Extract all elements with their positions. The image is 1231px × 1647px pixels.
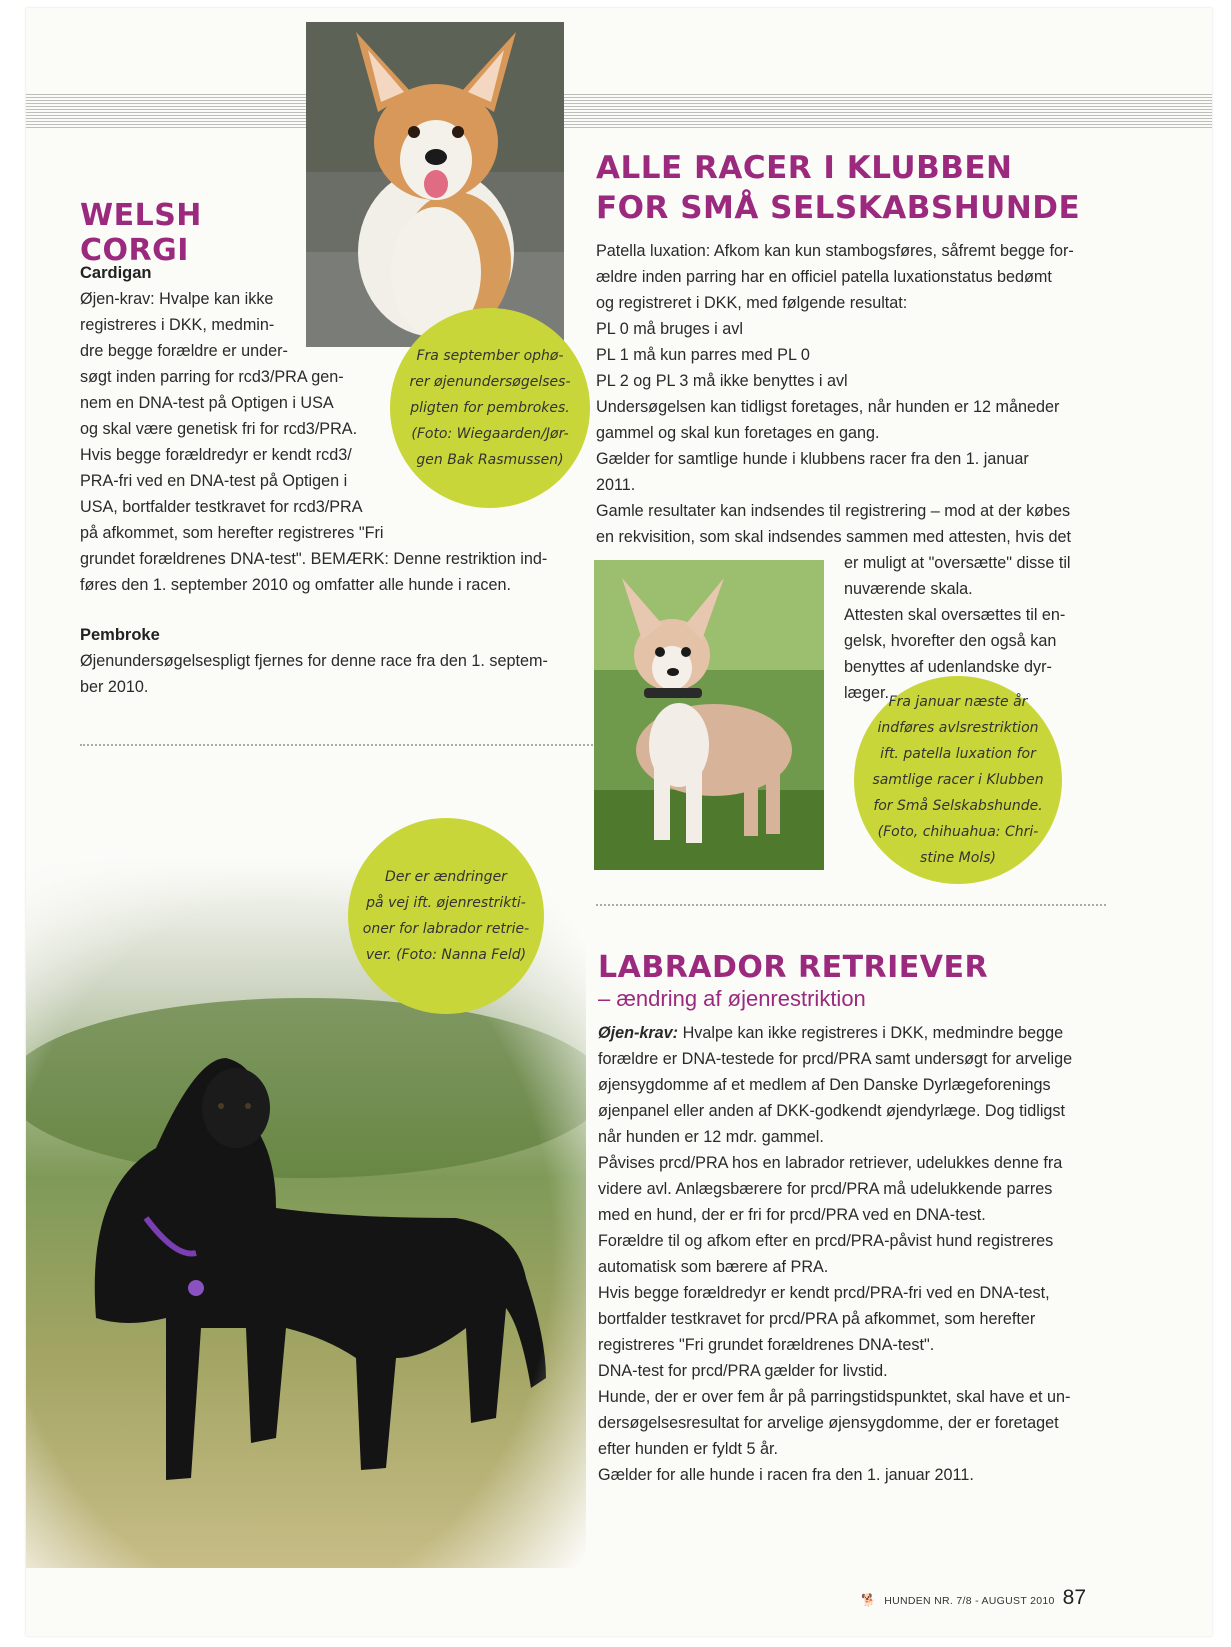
- chihuahua-photo-caption: [854, 676, 1062, 884]
- caption-line: stine Mols): [920, 850, 996, 866]
- text-line: PRA-fri ved en DNA-test på Optigen i: [80, 472, 348, 490]
- text-line: efter hunden er fyldt 5 år.: [598, 1440, 778, 1458]
- dog-logo-icon: 🐕: [861, 1593, 877, 1607]
- text-line: Hvis begge forældredyr er kendt rcd3/: [80, 446, 352, 464]
- chihuahua-photo: [594, 560, 824, 870]
- caption-line: Fra januar næste år: [888, 694, 1028, 710]
- magazine-issue: HUNDEN NR. 7/8 - AUGUST 2010: [884, 1595, 1055, 1607]
- text-line: PL 0 må bruges i avl: [596, 320, 743, 338]
- caption-line: ver. (Foto: Nanna Feld): [365, 947, 527, 963]
- caption-line: Der er ændringer: [385, 869, 507, 885]
- text-line: Gamle resultater kan indsendes til registrering – mod at der købes: [596, 502, 1071, 520]
- text-line: videre avl. Anlægsbærere for prcd/PRA må udelukkende parres: [598, 1180, 1053, 1198]
- labrador-title: LABRADOR RETRIEVER: [598, 950, 989, 985]
- text-line: ber 2010.: [80, 678, 149, 696]
- text-line: nem en DNA-test på Optigen i USA: [80, 394, 334, 412]
- text-line: ældre inden parring har en officiel patella luxationstatus bedømt: [596, 268, 1052, 286]
- text-line: [598, 1020, 1118, 1046]
- text-line: med en hund, der er fri for prcd/PRA ved en DNA-test.: [598, 1206, 986, 1224]
- caption-line: (Foto: Wiegaarden/Jør-: [411, 426, 569, 442]
- text-line: en rekvisition, som skal indsendes sammen med attesten, hvis det: [596, 528, 1072, 546]
- text-line: dre begge forældre er under-: [80, 342, 288, 360]
- text-line: og skal være genetisk fri for rcd3/PRA.: [80, 420, 358, 438]
- text-line: forældre er DNA-testede for prcd/PRA samt undersøgt for arvelige: [598, 1050, 1073, 1068]
- text-line: nuværende skala.: [844, 580, 973, 598]
- caption-line: for Små Selskabshunde.: [873, 798, 1043, 814]
- text-line: Gælder for samtlige hunde i klubbens racer fra den 1. januar: [596, 450, 1029, 468]
- caption-line: indføres avlsrestriktion: [877, 720, 1039, 736]
- text-line: når hunden er 12 mdr. gammel.: [598, 1128, 824, 1146]
- text-line: bortfalder testkravet for prcd/PRA på afkommet, som herefter: [598, 1310, 1036, 1328]
- caption-line: rer øjenundersøgelses-: [409, 374, 571, 390]
- caption-line: ift. patella luxation for: [880, 746, 1036, 762]
- text-line: læger.: [844, 684, 889, 702]
- text-line: DNA-test for prcd/PRA gælder for livstid.: [598, 1362, 888, 1380]
- page-number: 87: [1062, 1586, 1086, 1609]
- caption-line: på vej ift. øjenrestrikti-: [366, 895, 526, 911]
- text-line: automatisk som bærere af PRA.: [598, 1258, 829, 1276]
- text-line: føres den 1. september 2010 og omfatter alle hunde i racen.: [80, 576, 512, 594]
- caption-line: oner for labrador retrie-: [362, 921, 530, 937]
- lead-text: Hvalpe kan ikke registreres i DKK, medmindre begge: [678, 1024, 1064, 1042]
- text-line: Hvis begge forældredyr er kendt prcd/PRA-fri ved en DNA-test,: [598, 1284, 1050, 1302]
- small-dogs-text: [596, 238, 1116, 550]
- text-line: Forældre til og afkom efter en prcd/PRA-påvist hund registreres: [598, 1232, 1054, 1250]
- section-divider: [80, 744, 600, 746]
- text-line: på afkommet, som herefter registreres "Fri: [80, 524, 384, 542]
- lead-label: Øjen-krav:: [598, 1024, 679, 1042]
- text-line: 2011.: [596, 476, 636, 494]
- corgi-photo-caption: [390, 308, 590, 508]
- caption-line: samtlige racer i Klubben: [872, 772, 1044, 788]
- page-footer: [861, 1586, 1086, 1610]
- cardigan-subheading: Cardigan: [80, 264, 152, 282]
- text-line: grundet forældrenes DNA-test". BEMÆRK: Denne restriktion ind-: [80, 550, 548, 568]
- text-line: Hunde, der er over fem år på parringstidspunktet, skal have et un-: [598, 1388, 1071, 1406]
- text-line: Påvises prcd/PRA hos en labrador retriever, udelukkes denne fra: [598, 1154, 1063, 1172]
- text-line: PL 2 og PL 3 må ikke benyttes i avl: [596, 372, 848, 390]
- caption-line: gen Bak Rasmussen): [416, 452, 564, 468]
- text-line: benyttes af udenlandske dyr-: [844, 658, 1052, 676]
- text-line: dersøgelsesresultat for arvelige øjensygdomme, der er foretaget: [598, 1414, 1059, 1432]
- text-line: øjenpanel eller anden af DKK-godkendt øjendyrlæge. Dog tidligst: [598, 1102, 1066, 1120]
- pembroke-text: [80, 648, 600, 700]
- magazine-page: [26, 8, 1212, 1636]
- labrador-subtitle: – ændring af øjenrestriktion: [598, 986, 866, 1011]
- text-line: og registreret i DKK, med følgende resultat:: [596, 294, 908, 312]
- text-line: Gælder for alle hunde i racen fra den 1. januar 2011.: [598, 1466, 974, 1484]
- text-line: registreres i DKK, medmin-: [80, 316, 275, 334]
- text-line: søgt inden parring for rcd3/PRA gen-: [80, 368, 344, 386]
- text-line: Attesten skal oversættes til en-: [844, 606, 1066, 624]
- text-line: øjensygdomme af et medlem af Den Danske Dyrlægeforenings: [598, 1076, 1051, 1094]
- text-line: er muligt at "oversætte" disse til: [844, 554, 1071, 572]
- text-line: Øjenundersøgelsespligt fjernes for denne race fra den 1. septem-: [80, 652, 548, 670]
- text-line: Øjen-krav: Hvalpe kan ikke: [80, 290, 274, 308]
- labrador-text: [598, 1020, 1118, 1488]
- text-line: Undersøgelsen kan tidligst foretages, når hunden er 12 måneder: [596, 398, 1060, 416]
- caption-line: pligten for pembrokes.: [410, 400, 570, 416]
- small-dogs-title-line1: ALLE RACER I KLUBBEN: [596, 150, 1013, 186]
- labrador-photo-caption: [348, 818, 544, 1014]
- corgi-title: WELSH CORGI: [80, 198, 202, 268]
- text-line: PL 1 må kun parres med PL 0: [596, 346, 810, 364]
- caption-line: Fra september ophø-: [416, 348, 564, 364]
- text-line: USA, bortfalder testkravet for rcd3/PRA: [80, 498, 363, 516]
- text-line: gelsk, hvorefter den også kan: [844, 632, 1057, 650]
- text-line: Patella luxation: Afkom kan kun stambogsføres, såfremt begge for-: [596, 242, 1074, 260]
- small-dogs-title-line2: FOR SMÅ SELSKABSHUNDE: [596, 190, 1081, 226]
- caption-line: (Foto, chihuahua: Chri-: [877, 824, 1039, 840]
- pembroke-subheading: Pembroke: [80, 626, 160, 644]
- text-line: registreres "Fri grundet forældrenes DNA-test".: [598, 1336, 935, 1354]
- section-divider: [596, 904, 1106, 906]
- text-line: gammel og skal kun foretages en gang.: [596, 424, 880, 442]
- header-band: [26, 94, 1212, 128]
